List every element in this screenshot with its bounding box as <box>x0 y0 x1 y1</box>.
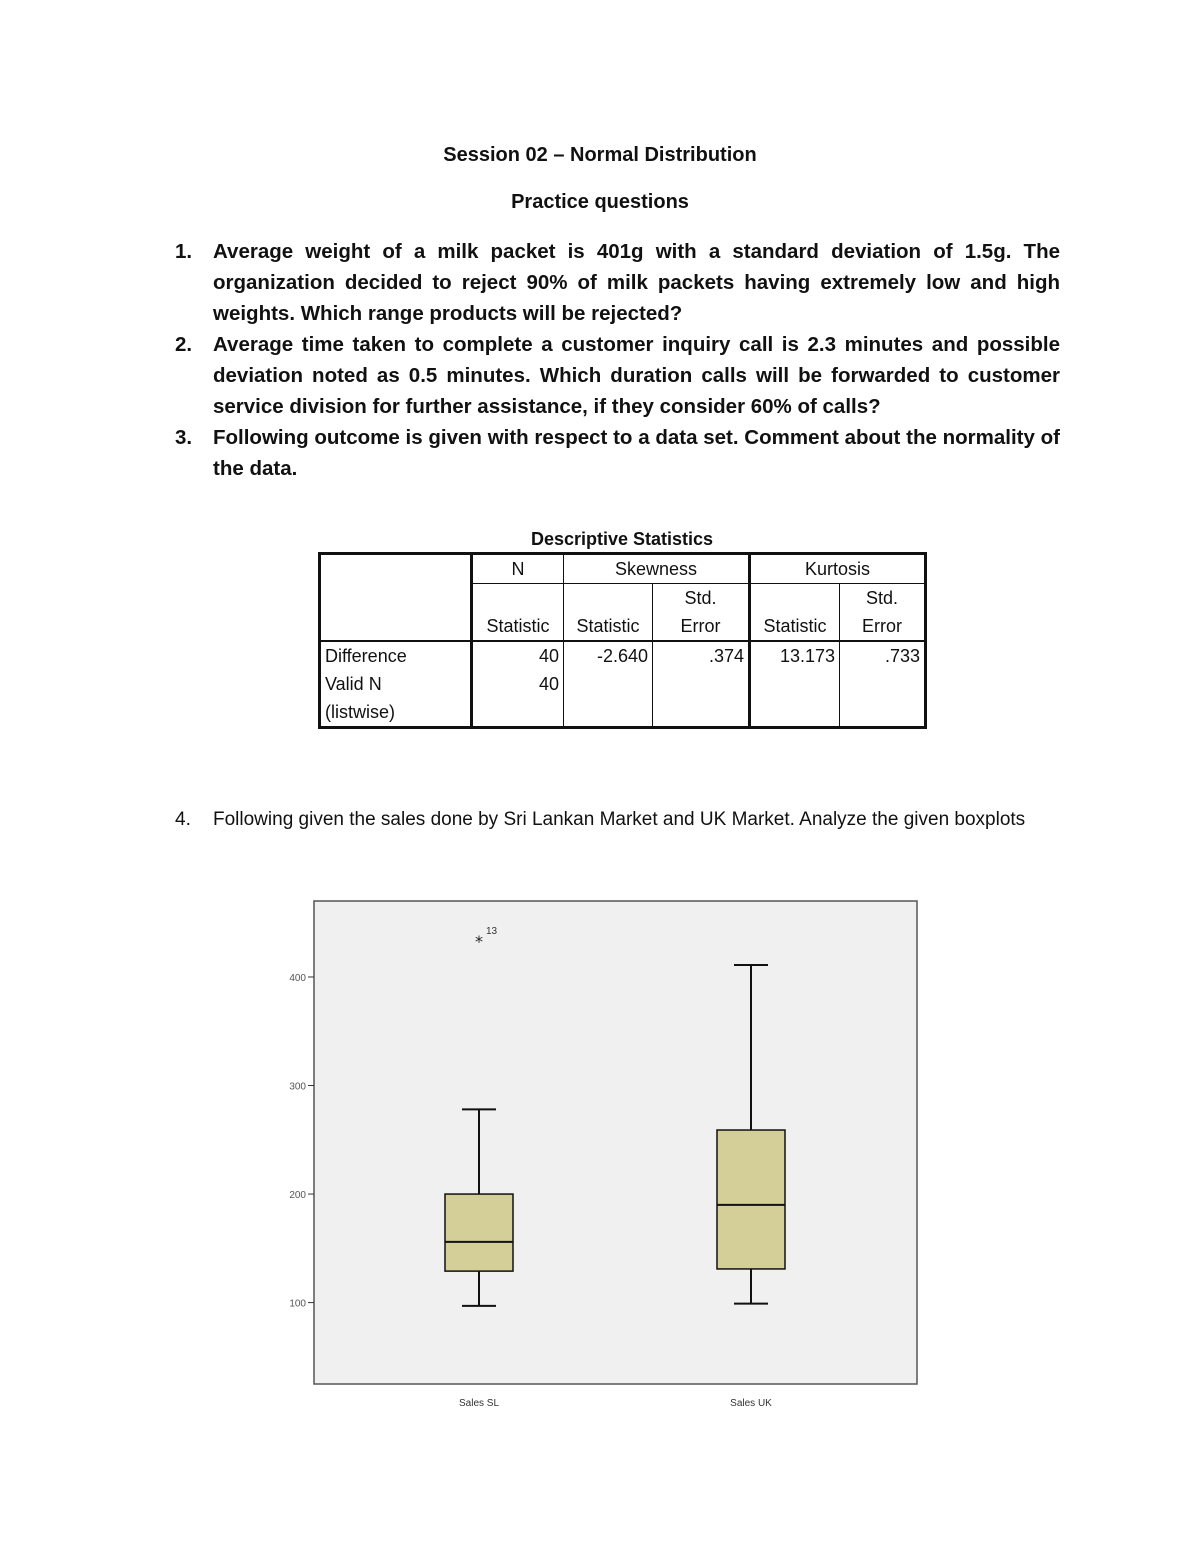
subheader-empty <box>472 584 564 613</box>
header-skewness: Skewness <box>564 554 750 584</box>
question-number: 1. <box>175 240 193 263</box>
question-number: 2. <box>175 333 193 356</box>
y-tick-label: 200 <box>289 1190 306 1202</box>
outlier-label: 13 <box>486 926 498 938</box>
question-text: Following outcome is given with respect to a data set. Comment about the normality of the data. <box>213 426 1060 480</box>
question-number: 3. <box>175 426 193 449</box>
x-category-label: Sales SL <box>458 1398 500 1409</box>
subheader-kurt-se-line2: Error <box>840 612 926 641</box>
cell-empty <box>653 698 750 728</box>
question-4 <box>175 809 1025 831</box>
cell-empty <box>840 698 926 728</box>
y-tick-label: 100 <box>289 1298 306 1310</box>
cell-difference-kurt-stat: 13.173 <box>750 641 840 670</box>
subheader-skew-se-line2: Error <box>653 612 750 641</box>
table-corner-cell <box>320 584 472 613</box>
cell-difference-kurt-se: .733 <box>840 641 926 670</box>
question-text: Following given the sales done by Sri Lankan Market and UK Market. Analyze the given boxplots <box>213 809 1026 830</box>
outlier-marker: * <box>475 932 483 952</box>
cell-empty <box>653 670 750 698</box>
box-iqr <box>445 1194 513 1271</box>
row-label-listwise: (listwise) <box>320 698 472 728</box>
question-item <box>175 236 1060 329</box>
subheader-empty <box>564 584 653 613</box>
box-iqr <box>717 1130 785 1269</box>
cell-empty <box>750 698 840 728</box>
plot-area <box>314 901 917 1384</box>
boxplot-chart <box>270 890 930 1420</box>
cell-valid-n: 40 <box>472 670 564 698</box>
subheader-skew-statistic: Statistic <box>564 612 653 641</box>
question-text: Average time taken to complete a customer inquiry call is 2.3 minutes and possible deviation noted as 0.5 minutes. Which duration calls will be forwarded to customer service division for further assistance, if they consider 60% of calls? <box>213 333 1060 418</box>
subheader-kurt-statistic: Statistic <box>750 612 840 641</box>
question-item <box>175 329 1060 422</box>
descriptive-statistics-table <box>318 552 927 729</box>
row-label-difference: Difference <box>320 641 472 670</box>
question-item <box>175 422 1060 484</box>
table-corner-cell <box>320 612 472 641</box>
x-category-label: Sales UK <box>730 1398 772 1409</box>
document-subtitle: Practice questions <box>511 191 689 213</box>
cell-difference-skew-se: .374 <box>653 641 750 670</box>
cell-empty <box>564 670 653 698</box>
stats-table-caption: Descriptive Statistics <box>530 529 714 549</box>
cell-empty <box>564 698 653 728</box>
subheader-kurt-se-line1: Std. <box>840 584 926 613</box>
cell-difference-skew-stat: -2.640 <box>564 641 653 670</box>
question-list <box>175 236 1060 484</box>
table-corner-cell <box>320 554 472 584</box>
header-kurtosis: Kurtosis <box>750 554 926 584</box>
subheader-empty <box>750 584 840 613</box>
subheader-skew-se-line1: Std. <box>653 584 750 613</box>
row-label-valid-n: Valid N <box>320 670 472 698</box>
y-tick-label: 400 <box>289 972 306 984</box>
document-title: Session 02 – Normal Distribution <box>443 144 757 166</box>
cell-difference-n: 40 <box>472 641 564 670</box>
question-number: 4. <box>175 809 191 830</box>
cell-empty <box>750 670 840 698</box>
cell-empty <box>472 698 564 728</box>
header-n: N <box>472 554 564 584</box>
question-text: Average weight of a milk packet is 401g with a standard deviation of 1.5g. The organization decided to reject 90% of milk packets having extremely low and high weights. Which range products will be rejected? <box>213 240 1060 325</box>
y-tick-label: 300 <box>289 1081 306 1093</box>
cell-empty <box>840 670 926 698</box>
subheader-n-statistic: Statistic <box>472 612 564 641</box>
